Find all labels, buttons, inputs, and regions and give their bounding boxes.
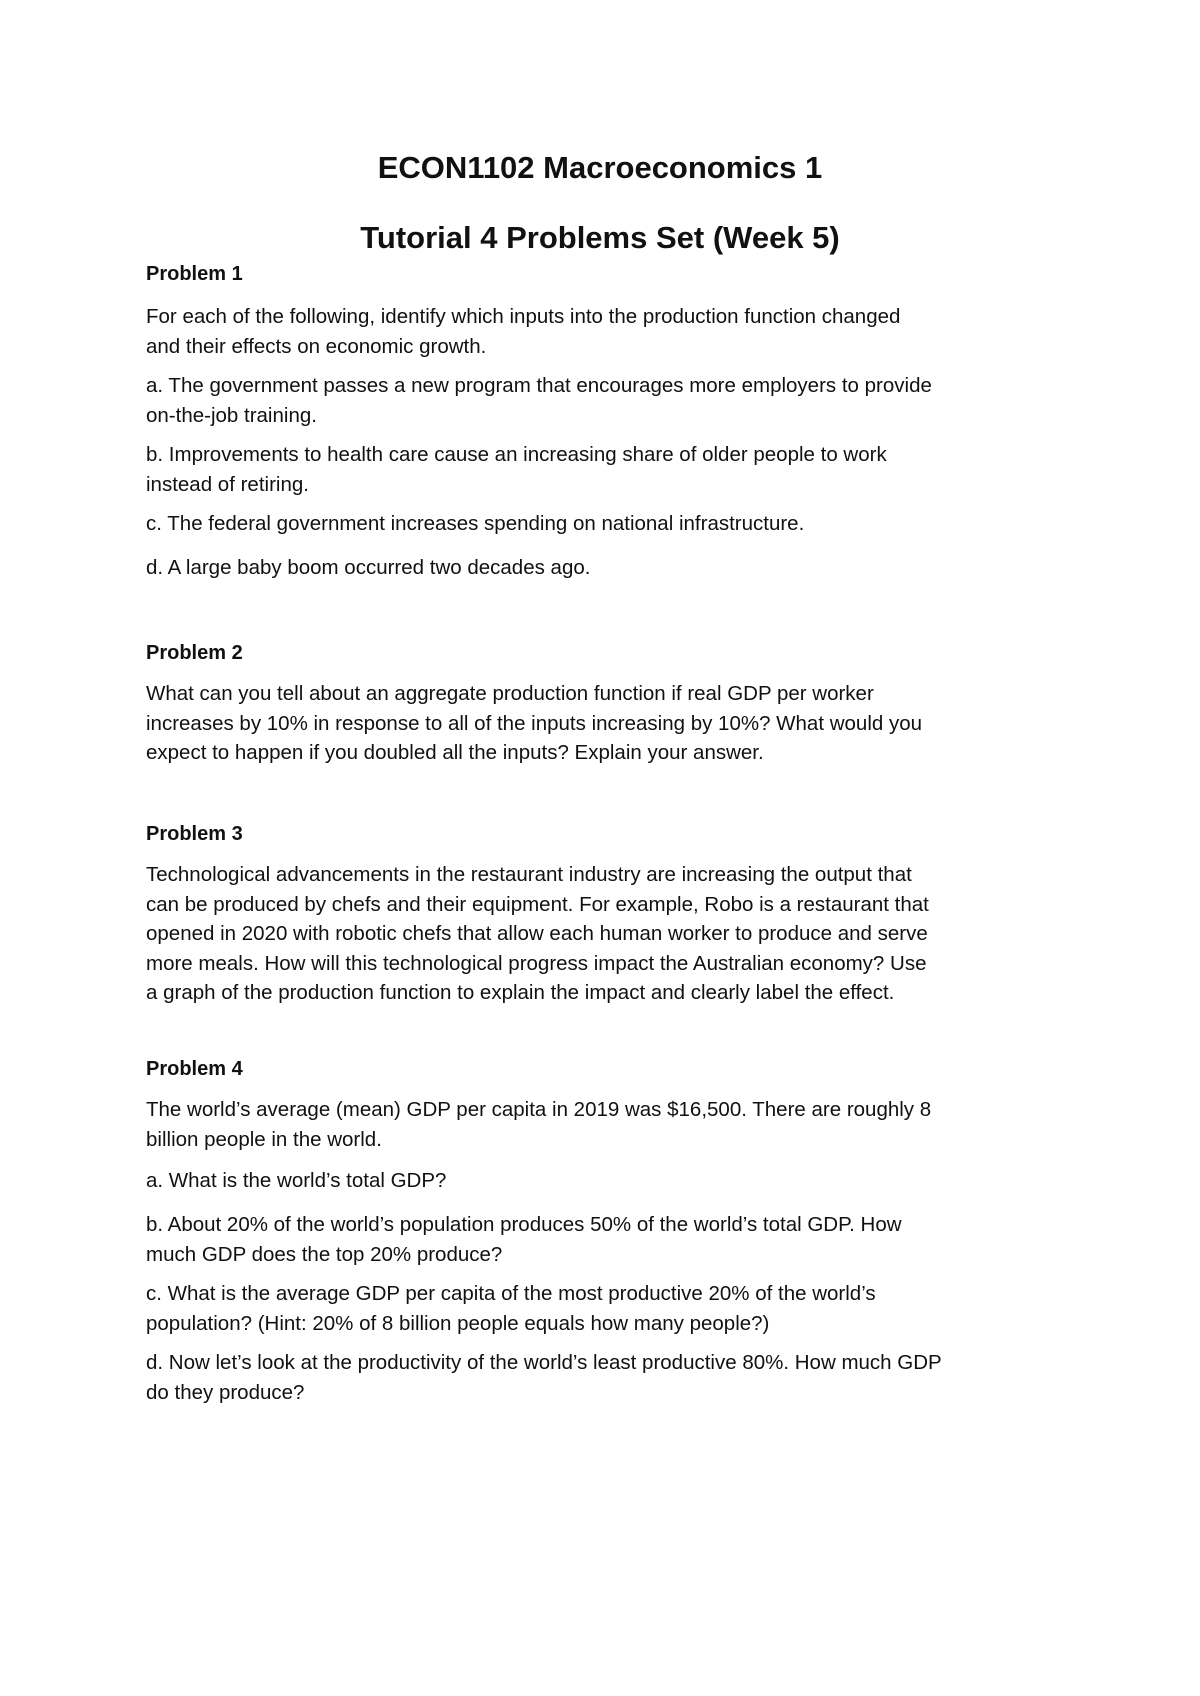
problem-4-heading: Problem 4 <box>146 1058 243 1080</box>
problem-4-part-b: b. About 20% of the world’s population produces 50% of the world’s total GDP. How much GDP does the top 20% produce? <box>146 1213 902 1266</box>
problem-1-heading: Problem 1 <box>146 263 243 285</box>
problem-2-body: What can you tell about an aggregate production function if real GDP per worker increases by 10% in response to all of the inputs increasing by 10%? What would you expect to happen if you doubled all the inputs? Explain your answer. <box>146 682 923 764</box>
problem-4-intro: The world’s average (mean) GDP per capita in 2019 was $16,500. There are roughly 8 billion people in the world. <box>146 1098 932 1151</box>
problem-1-intro: For each of the following, identify which inputs into the production function changed and their effects on economic growth. <box>146 305 901 358</box>
problem-4-part-a: a. What is the world’s total GDP? <box>146 1169 447 1192</box>
problem-1-part-d: d. A large baby boom occurred two decades ago. <box>146 556 591 579</box>
document-title: ECON1102 Macroeconomics 1 <box>377 150 823 185</box>
problem-1-part-a: a. The government passes a new program that encourages more employers to provide on-the-job training. <box>146 374 932 427</box>
document-subtitle: Tutorial 4 Problems Set (Week 5) <box>360 220 840 255</box>
problem-3-body: Technological advancements in the restaurant industry are increasing the output that can be produced by chefs and their equipment. For example, Robo is a restaurant that opened in 2020 with robotic chefs that allow each human worker to produce and serve more meals. How will this technological progress impact the Australian economy? Use a graph of the production function to explain the impact and clearly label the effect. <box>146 863 929 1004</box>
problem-2-heading: Problem 2 <box>146 642 243 664</box>
problem-4-part-c: c. What is the average GDP per capita of the most productive 20% of the world’s population? (Hint: 20% of 8 billion people equals how many people?) <box>146 1282 876 1335</box>
problem-3-heading: Problem 3 <box>146 823 243 845</box>
problem-4-part-d: d. Now let’s look at the productivity of the world’s least productive 80%. How much GDP do they produce? <box>146 1351 942 1404</box>
problem-1-part-b: b. Improvements to health care cause an increasing share of older people to work instead of retiring. <box>146 443 887 496</box>
problem-1-part-c: c. The federal government increases spending on national infrastructure. <box>146 512 805 535</box>
